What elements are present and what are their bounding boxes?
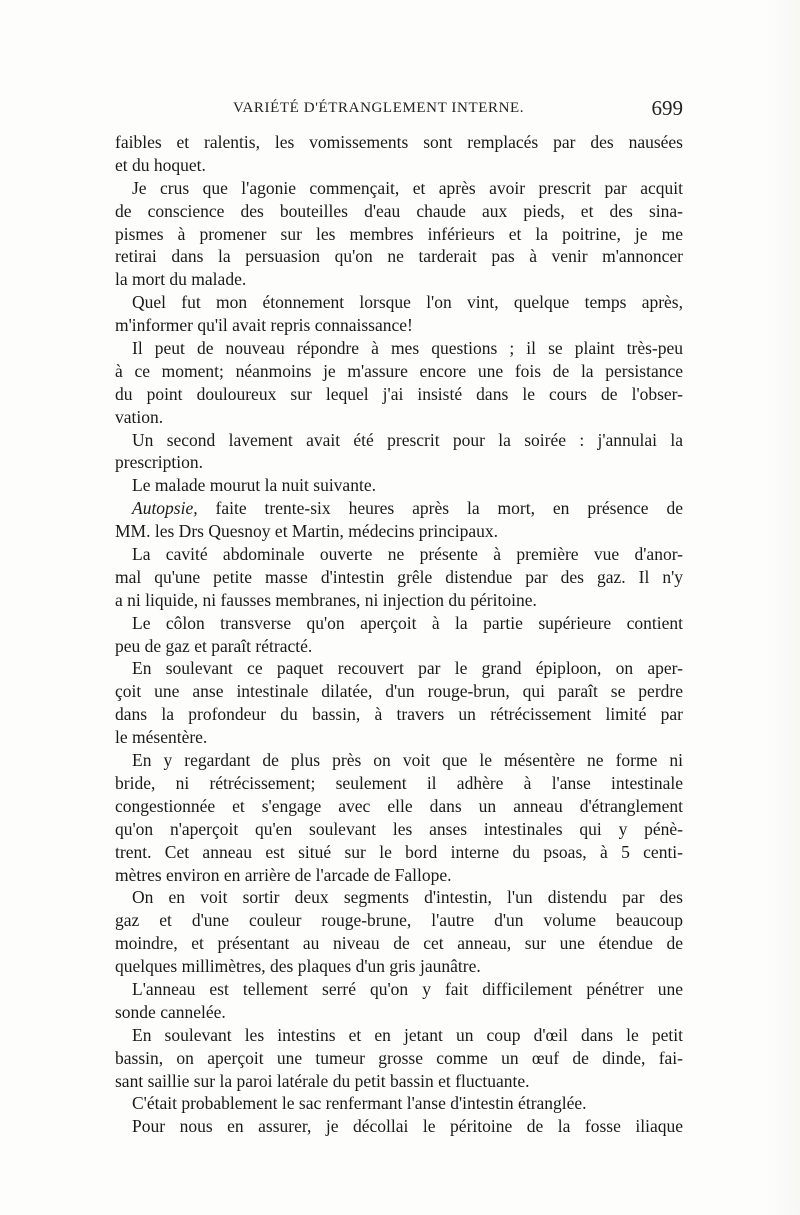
text-line: Il peut de nouveau répondre à mes questions ; il se plaint très-peu [132, 338, 683, 359]
text-line: sonde cannelée. [115, 1001, 226, 1022]
text-line: quelques millimètres, des plaques d'un gris jaunâtre. [115, 956, 481, 977]
text-line: En soulevant les intestins et en jetant un coup d'œil dans le petit [132, 1024, 683, 1045]
text-line: retirai dans la persuasion qu'on ne tarderait pas à venir m'annoncer [115, 246, 683, 267]
text-line: Le côlon transverse qu'on aperçoit à la partie supérieure contient [132, 612, 683, 633]
text-line: gaz et d'une couleur rouge-brune, l'autre d'un volume beaucoup [115, 910, 683, 931]
text-line: bride, ni rétrécissement; seulement il adhère à l'anse intestinale [115, 772, 683, 793]
text-line: trent. Cet anneau est situé sur le bord interne du psoas, à 5 centi- [115, 841, 683, 862]
scan-edge-shading [766, 0, 800, 1215]
text-line [115, 497, 683, 520]
text-line: congestionnée et s'engage avec elle dans un anneau d'étranglement [115, 795, 683, 816]
text-line: On en voit sortir deux segments d'intestin, l'un distendu par des [132, 887, 683, 908]
text-line: Un second lavement avait été prescrit pour la soirée : j'annulai la [132, 429, 683, 450]
body-text [115, 131, 683, 1138]
text-line: Le malade mourut la nuit suivante. [132, 475, 376, 496]
text-line: la mort du malade. [115, 269, 247, 290]
text-line: du point douloureux sur lequel j'ai insisté dans le cours de l'obser- [115, 383, 683, 404]
text-line: faibles et ralentis, les vomissements sont remplacés par des nausées [115, 132, 683, 152]
text-line: qu'on n'aperçoit qu'en soulevant les anses intestinales qui y pénè- [115, 818, 683, 839]
text-line: Pour nous en assurer, je décollai le péritoine de la fosse iliaque [132, 1116, 683, 1137]
running-title: VARIÉTÉ D'ÉTRANGLEMENT INTERNE. [233, 100, 525, 116]
text-line: vation. [115, 406, 164, 427]
text-line: mètres environ en arrière de l'arcade de Fallope. [115, 864, 452, 885]
text-line: peu de gaz et paraît rétracté. [115, 635, 313, 656]
text-line: C'était probablement le sac renfermant l'anse d'intestin étranglée. [132, 1093, 587, 1114]
text-line: dans la profondeur du bassin, à travers un rétrécissement limité par [115, 704, 683, 725]
text-line: m'informer qu'il avait repris connaissance! [115, 315, 413, 336]
text-line: pismes à promener sur les membres inférieurs et la poitrine, je me [115, 223, 683, 244]
text-line: Quel fut mon étonnement lorsque l'on vint, quelque temps après, [132, 292, 683, 313]
text-line: bassin, on aperçoit une tumeur grosse comme un œuf de dinde, fai- [115, 1047, 683, 1068]
text-line: a ni liquide, ni fausses membranes, ni injection du péritoine. [115, 589, 537, 610]
text-line: MM. les Drs Quesnoy et Martin, médecins principaux. [115, 521, 498, 542]
text-line: moindre, et présentant au niveau de cet anneau, sur une étendue de [115, 933, 683, 954]
text-line: prescription. [115, 452, 203, 473]
text-line-rest: faite trente-six heures après la mort, en présence de [215, 498, 683, 519]
text-line: En y regardant de plus près on voit que le mésentère ne forme ni [132, 750, 683, 771]
text-line: La cavité abdominale ouverte ne présente à première vue d'anor- [132, 544, 683, 565]
text-line: L'anneau est tellement serré qu'on y fait difficilement pénétrer une [132, 978, 683, 999]
text-line: Je crus que l'agonie commençait, et après avoir prescrit par acquit [132, 177, 683, 198]
text-line: de conscience des bouteilles d'eau chaude aux pieds, et des sina- [115, 200, 683, 221]
autopsie-label: Autopsie, [132, 498, 198, 519]
page-header [115, 96, 683, 122]
text-line: mal qu'une petite masse d'intestin grêle distendue par des gaz. Il n'y [115, 566, 683, 587]
page-number: 699 [651, 96, 683, 120]
text-line: sant saillie sur la paroi latérale du petit bassin et fluctuante. [115, 1070, 530, 1091]
text-line: le mésentère. [115, 727, 208, 748]
text-line: à ce moment; néanmoins je m'assure encore une fois de la persistance [115, 360, 683, 381]
text-line: et du hoquet. [115, 154, 206, 175]
text-line: çoit une anse intestinale dilatée, d'un rouge-brun, qui paraît se perdre [115, 681, 683, 702]
text-line: En soulevant ce paquet recouvert par le grand épiploon, on aper- [132, 658, 683, 679]
